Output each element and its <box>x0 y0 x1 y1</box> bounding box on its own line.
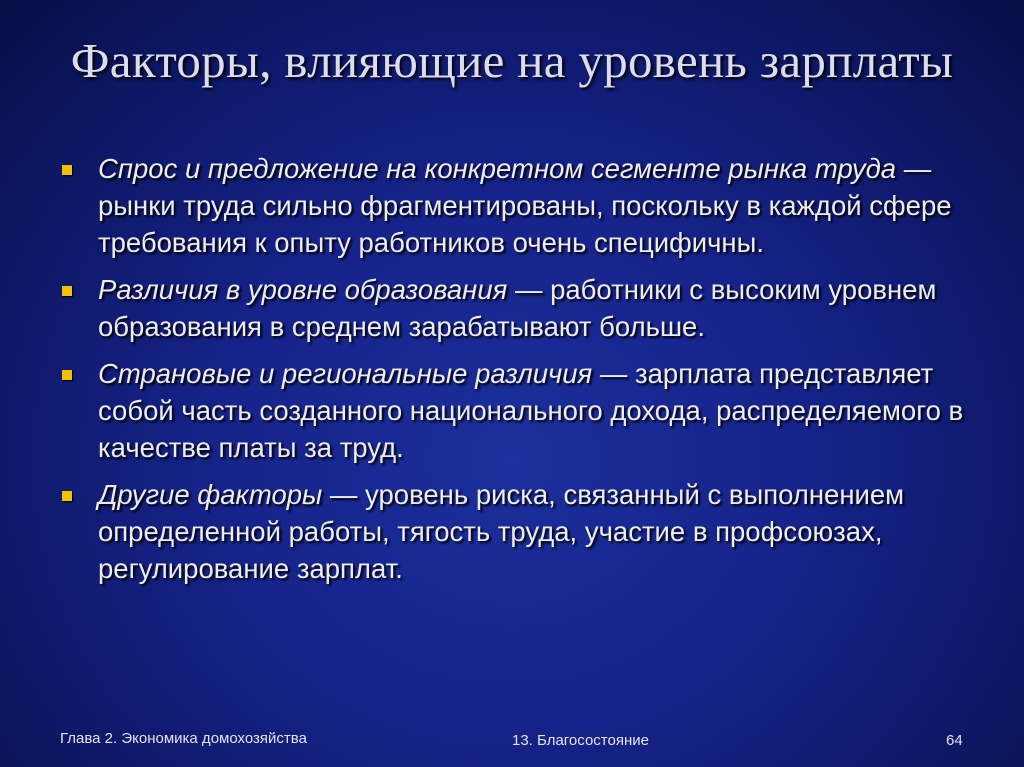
footer-section: 13. Благосостояние <box>512 732 649 749</box>
footer-chapter: Глава 2. Экономика домохозяйства <box>60 730 307 747</box>
square-bullet-icon <box>62 370 72 380</box>
bullet-text: — зарплата представляет собой часть созданного национального дохода, распределяемого в качестве платы за труд. <box>98 358 964 463</box>
slide-title: Факторы, влияющие на уровень зарплаты <box>70 33 954 88</box>
bullet-item <box>62 271 982 345</box>
square-bullet-icon <box>62 491 72 501</box>
bullet-item <box>62 150 982 261</box>
bullet-list <box>62 150 982 597</box>
bullet-term: Различия в уровне образования <box>98 274 508 305</box>
bullet-term: Страновые и региональные различия <box>98 358 593 389</box>
bullet-item <box>62 476 982 587</box>
bullet-item <box>62 355 982 466</box>
square-bullet-icon <box>62 286 72 296</box>
bullet-text: — уровень риска, связанный с выполнением определенной работы, тягость труда, участие в профсоюзах, регулирование зарплат. <box>98 479 905 584</box>
bullet-text: — работники с высоким уровнем образования в среднем зарабатывают больше. <box>98 274 937 342</box>
bullet-term: Спрос и предложение на конкретном сегменте рынка труда <box>98 153 897 184</box>
bullet-text: — рынки труда сильно фрагментированы, поскольку в каждой сфере требования к опыту работников очень специфичны. <box>98 153 952 258</box>
bullet-term: Другие факторы <box>98 479 323 510</box>
page-number: 64 <box>946 732 963 749</box>
square-bullet-icon <box>62 165 72 175</box>
